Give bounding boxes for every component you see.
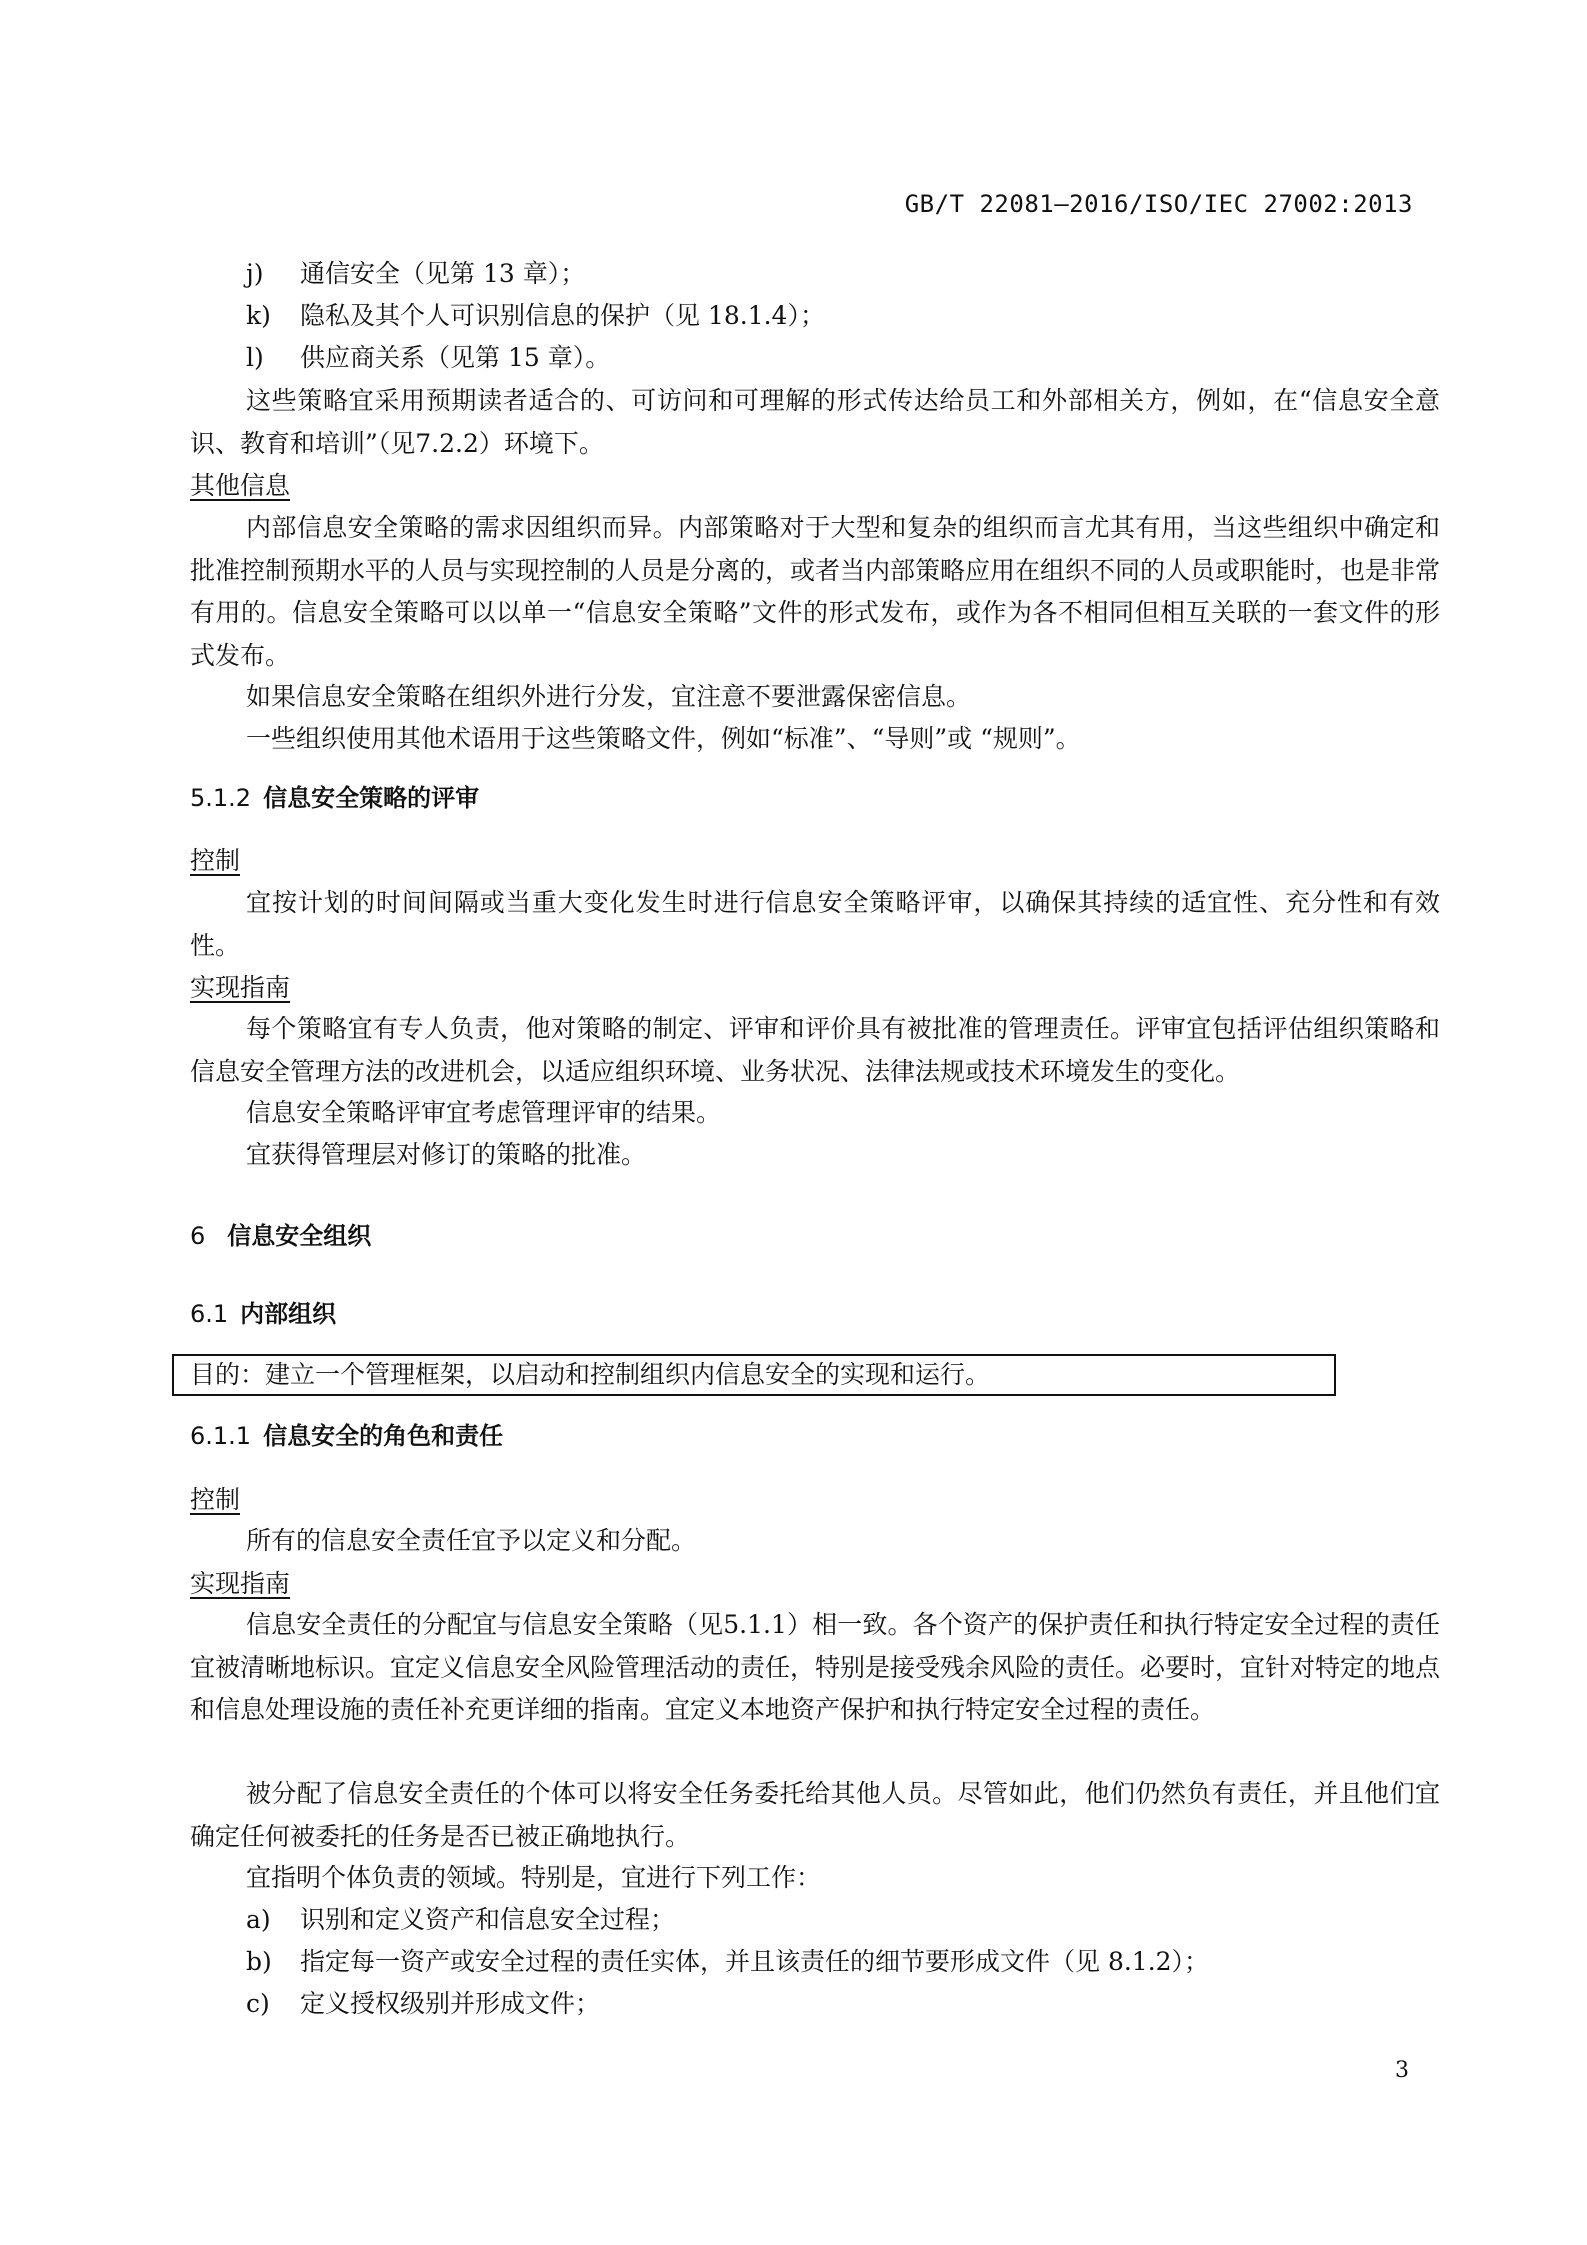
- section-heading-5-1-2: [190, 780, 479, 816]
- list-item: [246, 1899, 675, 1941]
- section-heading-6: [190, 1218, 371, 1254]
- section-number: 6.1: [190, 1300, 229, 1328]
- other-info-paragraph: 如果信息安全策略在组织外进行分发，宜注意不要泄露保密信息。: [246, 682, 972, 711]
- policy-paragraph: 这些策略宜采用预期读者适合的、可访问和可理解的形式传达给员工和外部相关方，例如，在“信息安全意识、教育和培训”（见7.2.2）环境下。: [190, 386, 1440, 458]
- list-item: [246, 1983, 600, 2025]
- guidance-label: 实现指南: [190, 1569, 291, 1598]
- page-number: 3: [1395, 2058, 1409, 2083]
- section-number: 6: [190, 1222, 206, 1250]
- list-text: 隐私及其个人可识别信息的保护（见 18.1.4）；: [300, 301, 825, 330]
- list-text: 定义授权级别并形成文件；: [300, 1989, 601, 2018]
- other-info-paragraph: 内部信息安全策略的需求因组织而异。内部策略对于大型和复杂的组织而言尤其有用，当这些组织中确定和批准控制预期水平的人员与实现控制的人员是分离的，或者当内部策略应用在组织不同的人员或职能时，也是非常有用的。信息安全策略可以以单一“信息安全策略”文件的形式发布，或作为各不相同但相互关联的一套文件的形式发布。: [190, 513, 1441, 670]
- list-item: [246, 295, 825, 337]
- list-item: [246, 1941, 1209, 1983]
- other-info-paragraph: 一些组织使用其他术语用于这些策略文件，例如“标准”、“导则”或 “规则”。: [246, 724, 1081, 753]
- guidance-paragraph: 被分配了信息安全责任的个体可以将安全任务委托给其他人员。尽管如此，他们仍然负有责任，并且他们宜确定任何被委托的任务是否已被正确地执行。: [190, 1779, 1440, 1851]
- list-item: [246, 253, 585, 295]
- objective-box: 目的：建立一个管理框架，以启动和控制组织内信息安全的实现和运行。: [172, 1354, 1336, 1396]
- section-title: 内部组织: [240, 1300, 337, 1328]
- section-title: 信息安全的角色和责任: [263, 1422, 504, 1450]
- list-text: 指定每一资产或安全过程的责任实体，并且该责任的细节要形成文件（见 8.1.2）；: [300, 1947, 1210, 1976]
- section-title: 信息安全组织: [227, 1222, 372, 1250]
- control-text: 宜按计划的时间间隔或当重大变化发生时进行信息安全策略评审，以确保其持续的适宜性、充分性和有效性。: [190, 888, 1440, 960]
- section-title: 信息安全策略的评审: [263, 784, 480, 812]
- list-marker: l): [246, 343, 264, 372]
- section-number: 5.1.2: [190, 784, 252, 812]
- guidance-paragraph: 每个策略宜有专人负责，他对策略的制定、评审和评价具有被批准的管理责任。评审宜包括评估组织策略和信息安全管理方法的改进机会，以适应组织环境、业务状况、法律法规或技术环境发生的变化。: [190, 1014, 1440, 1086]
- list-text: 识别和定义资产和信息安全过程；: [300, 1905, 676, 1934]
- list-marker: j): [246, 259, 264, 288]
- guidance-paragraph: 信息安全责任的分配宜与信息安全策略（见5.1.1）相一致。各个资产的保护责任和执行特定安全过程的责任宜被清晰地标识。宜定义信息安全风险管理活动的责任，特别是接受残余风险的责任。必要时，宜针对特定的地点和信息处理设施的责任补充更详细的指南。宜定义本地资产保护和执行特定安全过程的责任。: [190, 1610, 1441, 1724]
- list-marker: k): [246, 301, 271, 330]
- list-marker: b): [246, 1947, 272, 1976]
- section-heading-6-1-1: [190, 1418, 503, 1454]
- list-item: [246, 337, 610, 379]
- list-text: 通信安全（见第 13 章）；: [300, 259, 586, 288]
- guidance-paragraph: 宜获得管理层对修订的策略的批准。: [246, 1140, 647, 1169]
- section-number: 6.1.1: [190, 1422, 252, 1450]
- list-text: 供应商关系（见第 15 章）。: [300, 343, 611, 372]
- control-text: 所有的信息安全责任宜予以定义和分配。: [246, 1526, 697, 1555]
- other-info-label: 其他信息: [190, 471, 291, 500]
- guidance-paragraph: 宜指明个体负责的领域。特别是，宜进行下列工作：: [246, 1863, 822, 1892]
- list-marker: a): [246, 1905, 271, 1934]
- control-label: 控制: [190, 846, 241, 875]
- list-marker: c): [246, 1989, 270, 2018]
- guidance-paragraph: 信息安全策略评审宜考虑管理评审的结果。: [246, 1098, 722, 1127]
- section-heading-6-1: [190, 1296, 336, 1332]
- guidance-label: 实现指南: [190, 973, 291, 1002]
- standard-header: GB/T 22081—2016/ISO/IEC 27002:2013: [904, 190, 1413, 218]
- control-label: 控制: [190, 1485, 241, 1514]
